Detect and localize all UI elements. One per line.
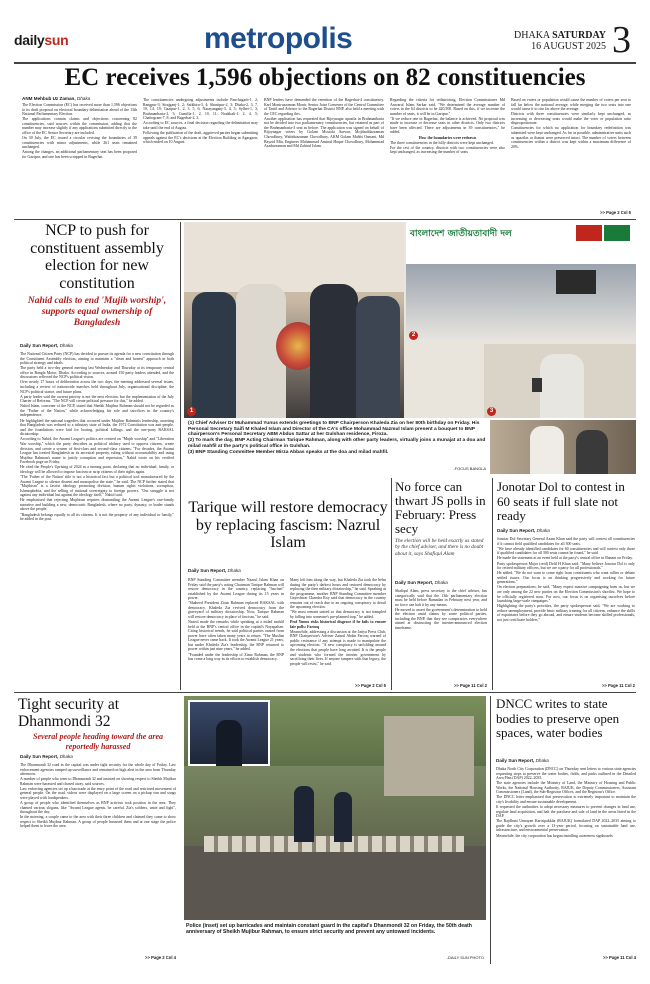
tight-para: The Dhanmondi 32 road in the capital was under tight security for the whole day of Friday. Law enforcement agencies ramped up surveillance and remained on high alert in the area from Thursday afternoon. — [20, 763, 176, 777]
caption-1: (1) Chief Adviser Dr Muhammad Yunus extends greetings to BNP Chairperson Khaleda Zia on her 80th birthday on Friday. His Personal Secretary Saifi M Khaled Islam and Director of the CA's office Mohammad Nazmul Islam present a bouquet to BNP chairperson's Personal Secretary ABM Abdus Sattar at her Gulshan residence, Firoza. — [188, 421, 480, 438]
ncp-para: He cited the People's Uprising of 2024 as a turning point, declaring that no individual, family, or ideology will be allowed to impose fascism or strip citizens of their rights again. — [20, 465, 174, 474]
no-force-jump[interactable]: >> Page 11 Col 2 — [453, 683, 487, 688]
lead-col-2 — [143, 98, 258, 216]
tight-para: A number of people who went to Dhanmondi 32 and insisted on showing respect to Sheikh Mujibur Rahman were harassed and chased away, said sources. — [20, 777, 176, 786]
logo-suffix: sun — [44, 32, 69, 48]
person — [576, 430, 608, 474]
no-force-byline-name: Daily Sun Report — [395, 580, 433, 585]
logo-prefix: daily — [14, 32, 45, 48]
lead-byline-name: ANM Mehbub Uz Zaman — [22, 96, 75, 101]
lead-para: For the rest of the country, districts with two constituencies were also kept unchanged, as increasing the number of seats — [390, 145, 505, 155]
tarique-para: "We must remain united so that democracy is not trampled by falling into someone's pre-planned trap," he added. — [290, 610, 386, 619]
jonotar-para: Highlighting the party's priorities, the party spokesperson said, "We are working to reduce unemployment, provide basic military training for all citizens, enhance the skills of expatriates before they go abroad, and ensure students become skilled professionals, not just certificate holders." — [497, 604, 635, 622]
banner-flag-red — [576, 225, 602, 241]
page-number: 3 — [612, 19, 631, 61]
ncp-byline-name: Daily Sun Report — [20, 343, 58, 348]
ncp-para: The party held a two-day general meeting last Wednesday and Thursday at its temporary central office in Bangla Motor, Dhaka. According to sources, around 150 party leaders attended, and the discussions reflected the NCP's political vision. — [20, 366, 174, 380]
jonotar-para: "We have already identified candidates for 60 constituencies and will contest only those if qualified candidates for all 300 seats cannot be found," he said. — [497, 546, 635, 556]
ncp-headline[interactable]: NCP to push for constituent assembly election for new constitution — [30, 222, 164, 292]
jonotar-body — [497, 537, 635, 682]
person — [530, 426, 564, 474]
no-force-headline[interactable]: No force can thwart JS polls in February: Press secy — [395, 479, 486, 536]
tarique-headline[interactable]: Tarique will restore democracy by replacing fascism: Nazrul Islam — [188, 499, 388, 551]
dateline-city: DHAKA — [514, 30, 550, 41]
photo-3 — [484, 344, 636, 418]
ncp-para: He emphasised that rejecting Mujibism requires dismantling the Awami League's one-family narrative and building a new, democratic Bangladesh, where no party, dynasty, or leader stands above the people. — [20, 498, 174, 512]
inset-photo — [188, 700, 270, 766]
dncc-para: Meanwhile, the city corporation has begun installing awareness signboards — [496, 833, 613, 838]
ncp-byline: Daily Sun Report, Dhaka — [20, 343, 73, 348]
no-force-para: He moved to assert the government's determination to hold the election amid claims by some political parties, including the BNP, that they see conspiracies everywhere aimed at obstructing the interim-announced election timeframe. — [395, 607, 487, 630]
no-force-body — [395, 589, 487, 682]
photo-badge: 1 — [187, 407, 196, 416]
lead-para: The three constituencies in the hilly districts were kept unchanged. — [390, 140, 494, 145]
dncc-para: Dhaka North City Corporation (DNCC) on Thursday sent letters to various state agencies requesting steps to preserve the water bodies, fields, and parks outlined in the Detailed Area Plan (DAP) 2022–2035. — [496, 767, 636, 781]
no-force-byline: Daily Sun Report, Dhaka — [395, 580, 448, 585]
masthead — [14, 14, 636, 60]
jonotar-byline-name: Daily Sun Report — [497, 528, 535, 533]
speaker — [540, 354, 584, 418]
tight-jump[interactable]: >> Page 2 Col 4 — [145, 955, 176, 960]
photo-credit: -FOCUS BANGLA — [453, 466, 486, 471]
lead-para: Districts with three constituencies were similarly kept unchanged, as increasing or decreasing seats would make the voter or population ratio disproportionate. — [511, 112, 631, 126]
dncc-para: The Rajdhani Unnayan Kartripakkha (RAJUK) formulated DAP 2022–2035 aiming to guide the city's growth over a 13-year period, focusing on sustainable land use, infrastructure, and environmental preservation. — [496, 819, 636, 833]
dncc-para: It requested the authorities to adopt necessary measures to prevent changes in land use, regulate land acquisition, and halt the purchase and sale of land in the areas listed in the DAP. — [496, 805, 636, 819]
dateline-date: 16 AUGUST 2025 — [531, 41, 606, 52]
tarique-jump[interactable]: >> Page 2 Col 5 — [355, 683, 386, 688]
section-rule — [14, 219, 636, 220]
jonotar-headline[interactable]: Jonotar Dol to contest in 60 seats if full slate not ready — [497, 479, 625, 523]
tight-byline: Daily Sun Report, Dhaka — [20, 754, 73, 759]
person — [192, 292, 236, 418]
lead-para: Based on voters or population would cause the number of voters per seat to fall far below the national average, while merging the two seats into one would cause it to rise far above the average. — [511, 98, 631, 112]
photo-2 — [406, 222, 636, 342]
police-officer — [216, 720, 242, 766]
tarique-byline-place: Dhaka — [227, 568, 241, 573]
dncc-para: The DNCC letter emphasised that preservation is extremely important to maintain the city's livability and ensure sustainable development. — [496, 795, 636, 805]
dncc-jump[interactable]: >> Page 11 Col 4 — [602, 955, 636, 960]
bnp-photo-composite — [184, 222, 636, 418]
microphone — [532, 378, 542, 392]
photo-1 — [184, 222, 404, 418]
tarique-para: Many left him along the way, but Khaleda Zia took the helm during the party's darkest hours and restored democracy by replacing the then military dictatorship," he said. Speaking at the programme, another BNP Standing Committee member Gayeshwar Chandra Roy said that democracy in the country remains out of reach due to an ongoing conspiracy to derail the upcoming election. — [290, 578, 386, 610]
caption-2: (2) To mark the day, BNP Acting Chairman Tarique Rahman, along with other party leaders, virtually joins a munajat at a doa and milad mahfil at the party's political office in Gulshan. — [188, 438, 486, 449]
photo-badge: 2 — [409, 331, 418, 340]
dncc-byline-name: Daily Sun Report — [496, 758, 534, 763]
lead-para: The applications contain claims and objections concerning 82 constituencies, said sources within the commission, adding that the number may increase slightly if any applications submitted directly to the office of the EC Senior Secretary are included. — [22, 117, 137, 135]
col-divider — [490, 696, 491, 964]
lead-para: Regarding the criteria for redistricting, Election Commissioner Md Anwarul Islam Sarkar said, "We determined the average number of voters in the 64 districts to be 420,500. Based on this, if we increase the number of seats, it will be in Gazipur." — [390, 98, 505, 116]
tarique-para: Nazrul made the remarks while speaking at a milad mahfil held at the BNP's central office in the capital's Nayapaltan. Citing historical trends, he said political parties ousted from power have often taken many years to return. "The Muslim League never came back. It took the Awami League 21 years, but under Khaleda Zia's leadership, the BNP returned to power within just nine years," he added. — [188, 620, 284, 652]
dhanmondi-photo — [184, 696, 486, 920]
lead-para: Following the publication of the draft, aggrieved parties began submitting appeals against the EC's decisions at the Election Building in Agargaon, which ended on 10 August. — [143, 131, 258, 145]
lead-para: According to EC sources, a final decision regarding the delimitation may take until the end of August. — [143, 121, 258, 130]
ncp-para: Nahid Islam, convener of the NCP, stated that Sheikh Mujibur Rahman should not be regarded as the "Father of the Nation," while acknowledging his role and sacrifices in the country's independence. — [20, 404, 174, 418]
lead-para: The constituencies undergoing adjustments include Panchagarh-1, 2; Rangpur-3; Sirajganj-1, 2; Satkhira-3, 4; Sharitpur-2, 3; Dhaka-2, 3, 7, 10, 14, 19; Gazipur-1, 2, 3, 5, 6; Narayanganj-3, 4, 5; Sylhet-1, 3; Brahmanbaria-2, 3; Cumilla-1, 2, 10, 11; Noakhali-1, 2, 4, 5; Chattogram-7, 8; and Bagerhat-2, 3. — [143, 98, 258, 121]
tight-byline-name: Daily Sun Report — [20, 754, 58, 759]
banner-text: বাংলাদেশ জাতীয়তাবাদী দল — [410, 229, 512, 239]
jonotar-para: Jonotar Dol Secretary General Azam Khan said the party will contest all constituencies if it cannot field qualified candidates for all 300 seats. — [497, 537, 635, 546]
tarique-col-1 — [188, 578, 284, 688]
jonotar-byline: Daily Sun Report, Dhaka — [497, 528, 550, 533]
lead-headline[interactable]: EC receives 1,596 objections on 82 constituencies — [64, 64, 586, 91]
tight-para: Law enforcing agencies set up a barricade at the entry point of the road and restricted movement of general people. On the road, videos were displayed on a large screen on a pickup van and songs were played with loudspeakers. — [20, 786, 176, 801]
banner — [406, 222, 636, 264]
dncc-byline: Daily Sun Report, Dhaka — [496, 758, 549, 763]
col-divider — [180, 222, 181, 690]
dncc-byline-place: Dhaka — [535, 758, 549, 763]
police-officer — [334, 792, 352, 842]
dateline — [502, 30, 606, 52]
lead-byline: ANM Mehbub Uz Zaman, Dhaka — [22, 96, 91, 101]
no-force-byline-place: Dhaka — [434, 580, 448, 585]
lead-para: "If we reduce one in Bagerhat, the balance is achieved. No proposal was made to increase or decrease seats in other districts. Only two districts have been affected. There are adjustments in 39 constituencies," he added. — [390, 116, 505, 135]
dateline-weekday: SATURDAY — [552, 30, 606, 41]
lead-col-3 — [264, 98, 384, 216]
tight-body — [20, 763, 176, 955]
dhanmondi-caption: Police (inset) set up barricades and maintain constant guard in the capital's Dhanmondi 32 on Friday, the 50th death anniversary of Sheikh Mujibur Rahman, to ensure strict security and prevent any untoward incidents. — [186, 923, 472, 935]
section-title: metropolis — [204, 22, 353, 55]
tarique-para: BNP Standing Committee member Nazrul Islam Khan on Friday said the party's acting Chairman Tarique Rahman will restore democracy in the country, replacing "fascism" established by the Awami League during its 15 years in power. — [188, 578, 284, 601]
ncp-para: He highlighted the national tragedies that occurred under Mujibur Rahman's leadership, asserting that Bangladesh was reduced to a tributary state of India, the 1972 Constitution was anti-people, and the foundations were laid for looting, political killings, and the one-party BAKSAL dictatorship. — [20, 418, 174, 437]
person — [356, 296, 400, 418]
dhanmondi-photo-credit: -DAILY SUN PHOTO — [446, 955, 484, 960]
lead-subhead: How the boundaries were redrawn — [418, 135, 477, 140]
lead-col-5 — [511, 98, 631, 210]
ncp-para: "The 'Father of the Nation' title is not a historical fact but a political tool manufactured by the Awami League to silence dissent and monopolise the state," he said. The NCP further stated that "Mujibism" is a fascist ideology promoting division, human rights violations, corruption, Islamophobia, and the selling of national sovereignty to foreign powers. "Our struggle is not against any individual but against the ideology itself," Nahid said. — [20, 474, 174, 498]
ncp-body — [20, 352, 174, 688]
col-divider — [391, 478, 392, 690]
ncp-para: The National Citizen Party (NCP) has decided to pursue its agenda for a new constitution through the Constituent Assembly election, aiming to maintain a "clean and honest" approach in both political strategy and ideals. — [20, 352, 174, 366]
tarique-para: "Founded under the leadership of Ziaur Rahman, the BNP has come a long way in its efforts to establish democracy. — [188, 652, 284, 662]
dncc-body — [496, 767, 636, 955]
tight-deck: Several people heading toward the area reportedly harassed — [33, 732, 163, 751]
no-force-para: Shafiqul Alam, press secretary to the chief adviser, has categorically said that the 13th parliamentary election must be held before Ramadan in February next year, and no force can halt it by any means. — [395, 589, 487, 607]
banner-flag-green — [604, 225, 630, 241]
tight-para: In the morning, a couple came to the area with their three children and claimed they came to show respect to Sheikh Mujibur Rahman. A group of people harassed them and at one stage the police helped them to leave the area. — [20, 815, 176, 829]
road — [184, 846, 486, 920]
lead-para: The Election Commission (EC) has received more than 1,596 objections to its draft proposal on electoral boundary delimitation ahead of the 13th National Parliamentary Election. — [22, 103, 137, 117]
dncc-para: The state agencies include the Ministry of Land, the Ministry of Housing and Public Works, the National Housing Authority, RAJUK, the Deputy Commissioners, Assistant Commissioners (Land), the Sub-Registrar Offices, and the Registrar's Office. — [496, 781, 636, 795]
tarique-para: Meanwhile, addressing a discussion at the Jatiya Press Club, BNP Chairperson's Adviser Zainul Abdin Farooq warned of public resistance if any attempt is made to manipulate the upcoming election. "A new conspiracy is unfolding around the elections that people have long awaited. It is the people and students who formed the interim government by sacrificing their lives. If anyone tampers with that legacy, the people will resist," he said. — [290, 629, 386, 666]
lead-para: On 30 July, the EC issued a circular revising the boundaries of 39 constituencies with minor adjustments, while 261 seats remained unchanged. — [22, 136, 137, 150]
lead-jump[interactable]: >> Page 2 Col 5 — [600, 210, 631, 215]
lead-col-1 — [22, 103, 137, 216]
audience — [406, 264, 636, 342]
jonotar-para: He added, "We do not want to come right from constituents who want rallies or debate settled issues. Our focus is on thinking progressively and working for future generations." — [497, 571, 635, 585]
jonotar-para: He made the statement at an event held at the party's central office in Banani on Friday. — [497, 556, 633, 561]
tarique-para: "Shaheed President Ziaur Rahman replaced BAKSAL with democracy. Khaleda Zia revived democracy from the graveyard of military dictatorship. Now, Tarique Rahman will restore democracy in place of fascism," he said. — [188, 601, 284, 619]
ncp-para: According to Nahid, the Awami League's politics are centred on "Mujib worship" and "Liberation War worship," which the party describes as political idolatry used to oppress citizens, create division, and create a system of first-class and second-class citizens. "For decades, the Awami League has treated Bangladesh as its ancestral property, ruling without accountability and using Mujibur Rahman's name to justify corruption and repression," Nahid wrote on his verified Facebook page on Friday. — [20, 437, 174, 465]
ncp-para: Over nearly 17 hours of deliberation across the two days, the meeting addressed several issues, including a review of nationwide marches held throughout July, organisational discipline, the NCP's political stance, and future plans. — [20, 380, 174, 394]
tarique-col-2 — [290, 578, 386, 682]
no-force-quote: The election will be held exactly as stated by the chief adviser, and there is no doubt about it, says Shafiqul Alam — [395, 538, 484, 557]
col-divider — [492, 478, 493, 690]
dncc-headline[interactable]: DNCC writes to state bodies to preserve open spaces, water bodies — [496, 696, 620, 740]
daily-sun-logo[interactable] — [14, 32, 68, 48]
tarique-byline: Daily Sun Report, Dhaka — [188, 568, 241, 573]
police-officer — [294, 786, 314, 842]
lead-para: Constituencies for which no application for boundary redefinition was submitted were kept unchanged. As far as possible, administrative units such as upazilas or thanas were preserved intact. The number of voters between constituencies within a district was kept within a maximum difference of 20%. — [511, 126, 631, 149]
ncp-deck: Nahid calls to end 'Mujib worship', supports equal ownership of Bangladesh — [27, 296, 167, 328]
lead-para: BNP leaders have demanded the retention of the Bagerhat-4 constituency. Karl Moniruzzaman Monir, Senior Joint Convener of the Central Committee of Tantil and Advisor to the Bagerhat District BNP, also held a meeting with the CEC regarding this. — [264, 98, 384, 116]
ncp-para: A party leader said the current priority is not the next election, but the implementation of the July Charter of Reforms. "The NCP will create political pressure for this," he added. — [20, 394, 174, 404]
ncp-para: "Bangladesh belongs equally to all its citizens. It is not the property of any individual or family," he added in the post. — [20, 512, 174, 522]
screen — [556, 270, 596, 294]
tight-headline[interactable]: Tight security at Dhanmondi 32 — [18, 696, 120, 730]
lead-col-4 — [390, 98, 505, 216]
section-rule — [14, 692, 636, 693]
caption-side-photo — [490, 420, 636, 474]
ncp-byline-place: Dhaka — [59, 343, 73, 348]
jonotar-para: Party spokesperson Major (retd) Delil H Khan said, "Many believe Jonotar Dol is only for retired military officers, but we are a party for all professionals." — [497, 561, 635, 571]
photo-badge: 3 — [487, 407, 496, 416]
tarique-subhead: Prof Yunus risks historical disgrace if he fails to ensure fair polls: Farooq — [290, 620, 386, 629]
jonotar-para: On election preparations, he said, "Many expect massive campaigning from us, but we are only among the 22 new parties on the Election Commission's shortlist. We hope to be officially registered soon. For now, our focus is on organising ourselves before launching large-scale campaigns." — [497, 585, 635, 604]
building — [384, 716, 474, 796]
tarique-byline-name: Daily Sun Report — [188, 568, 226, 573]
lead-byline-place: Dhaka — [76, 96, 91, 101]
caption-3: (3) BNP Standing Committee Member Mirza Abbas speaks at the doa and milad mahfil. — [188, 449, 389, 455]
jonotar-jump[interactable]: >> Page 11 Col 2 — [601, 683, 635, 688]
wall-panel — [184, 222, 404, 292]
lead-para: Among the changes, an additional parliamentary seat has been proposed for Gazipur, and one has been scrapped in Bagerhat. — [22, 150, 137, 159]
tight-byline-place: Dhaka — [59, 754, 73, 759]
lead-para: Another application has requested that Bijoynagar upazila in Brahmanbaria not be divided into two parliamentary constituencies, but retained as part of the Brahmanbaria-3 seat as before. The application was signed on behalf of Bijoynagar voters by Golam Mostafa Sarwar, Mojibuddazzaman Chowdhury, Wahiduzzaman Chowdhury, AKM Golam Mahbi Osmani, Md Bayzid Mia, Engineer Mohammad Aminul Haque Chowdhury, Mohammad Asaduzzaman and Md Zahirul Islam. — [264, 116, 384, 149]
jonotar-byline-place: Dhaka — [536, 528, 550, 533]
person — [310, 284, 358, 418]
tight-para: A group of people who identified themselves as BNP activists took position in the area. They chanted various slogans, like "Awami League agents, be careful, Zia's soldiers, unite and fight", throughout the day. — [20, 801, 176, 815]
